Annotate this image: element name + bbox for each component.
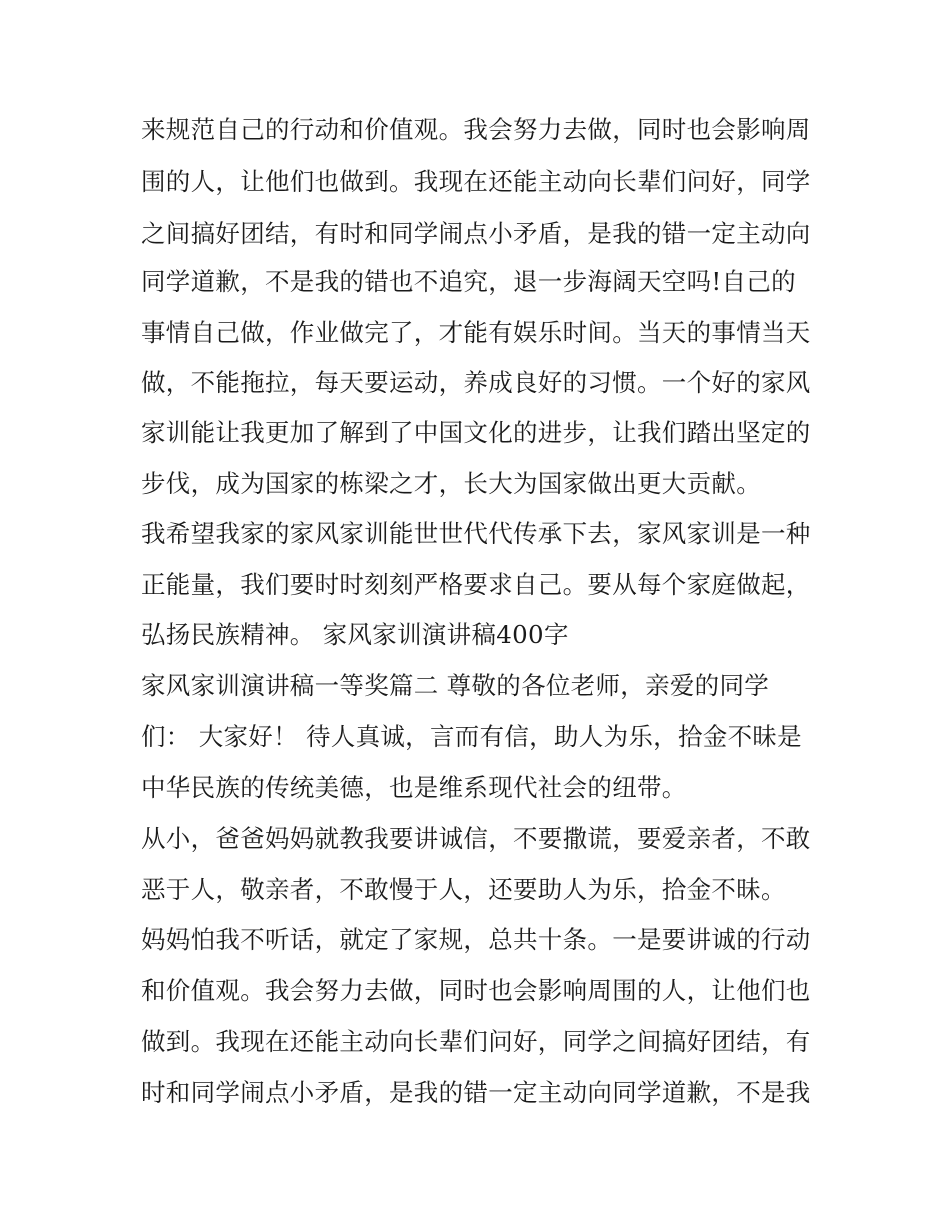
text-line: 妈妈怕我不听话，就定了家规，总共十条。一是要讲诚的行动: [141, 925, 811, 954]
text-line: 和价值观。我会努力去做，同时也会影响周围的人，让他们也: [141, 976, 811, 1005]
text-line: 步伐，成为国家的栋梁之才，长大为国家做出更大贡献。: [141, 469, 761, 498]
text-line: 我希望我家的家风家训能世世代代传承下去，家风家训是一种: [141, 519, 811, 548]
text-line: 弘扬民族精神。 家风家训演讲稿400字: [141, 620, 569, 649]
text-line: 中华民族的传统美德，也是维系现代社会的纽带。: [141, 773, 687, 802]
text-line: 家风家训演讲稿一等奖篇二 尊敬的各位老师，亲爱的同学: [141, 671, 770, 700]
text-line: 做到。我现在还能主动向长辈们问好，同学之间搞好团结，有: [141, 1027, 811, 1056]
text-line: 们： 大家好！ 待人真诚，言而有信，助人为乐，拾金不昧是: [141, 722, 802, 751]
text-line: 正能量，我们要时时刻刻严格要求自己。要从每个家庭做起，: [141, 570, 811, 599]
text-line: 时和同学闹点小矛盾，是我的错一定主动向同学道歉，不是我: [141, 1078, 811, 1107]
text-line: 来规范自己的行动和价值观。我会努力去做，同时也会影响周: [141, 115, 811, 144]
text-line: 之间搞好团结，有时和同学闹点小矛盾，是我的错一定主动向: [141, 219, 811, 248]
text-line: 做，不能拖拉，每天要运动，养成良好的习惯。一个好的家风: [141, 368, 811, 397]
text-line: 围的人，让他们也做到。我现在还能主动向长辈们问好，同学: [141, 167, 811, 196]
text-line: 恶于人，敬亲者，不敢慢于人，还要助人为乐，拾金不昧。: [141, 875, 786, 904]
text-line: 家训能让我更加了解到了中国文化的进步，让我们踏出坚定的: [141, 418, 811, 447]
text-line: 事情自己做，作业做完了，才能有娱乐时间。当天的事情当天: [141, 318, 811, 347]
text-line: 同学道歉，不是我的错也不追究，退一步海阔天空吗!自己的: [141, 267, 796, 296]
text-line: 从小，爸爸妈妈就教我要讲诚信，不要撒谎，要爱亲者，不敢: [141, 824, 811, 853]
